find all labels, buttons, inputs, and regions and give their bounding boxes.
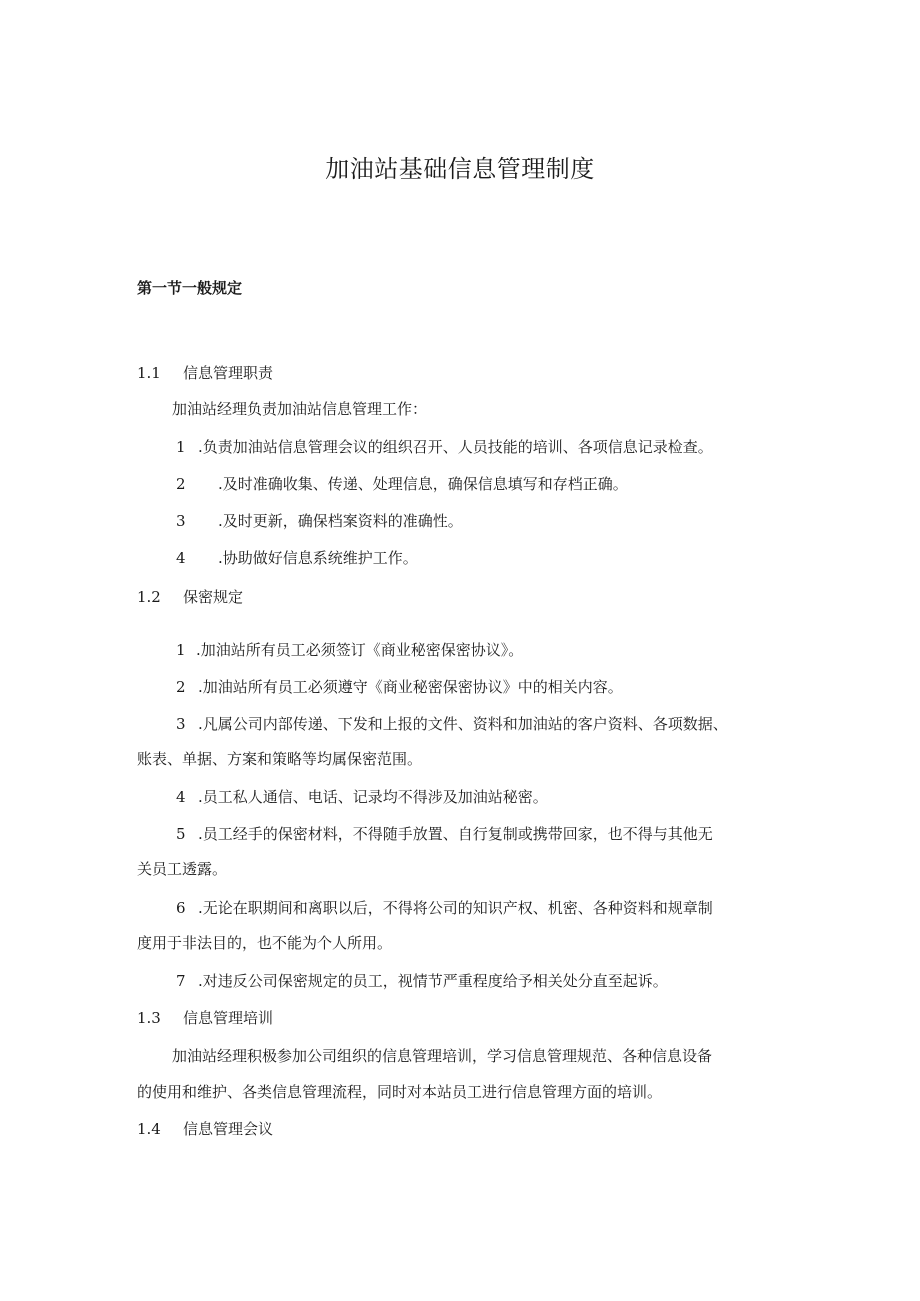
duty-item-number: 1	[176, 438, 186, 456]
subsection-title-1-4: 信息管理会议	[183, 1120, 274, 1138]
training-paragraph-line-1: 加油站经理积极参加公司组织的信息管理培训，学习信息管理规范、各种信息设备	[172, 1047, 713, 1065]
section-heading: 第一节一般规定	[137, 279, 243, 297]
confidential-item-text: .员工经手的保密材料，不得随手放置、自行复制或携带回家，也不得与其他无	[198, 825, 713, 843]
confidential-item-number: 7	[176, 972, 186, 990]
confidential-item-text: .加油站所有员工必须签订《商业秘密保密协议》。	[196, 641, 524, 659]
confidential-item-2	[176, 676, 623, 698]
subsection-number-1-1: 1.1	[137, 364, 161, 382]
training-paragraph-line-2: 的使用和维护、各类信息管理流程，同时对本站员工进行信息管理方面的培训。	[137, 1083, 663, 1101]
intro-paragraph: 加油站经理负责加油站信息管理工作：	[172, 400, 428, 418]
subsection-title-1-1: 信息管理职责	[183, 364, 274, 382]
confidential-item-5-continuation: 关员工透露。	[137, 860, 228, 878]
subsection-number-1-3: 1.3	[137, 1009, 161, 1027]
confidential-item-5	[176, 823, 713, 845]
duty-item-text: .及时准确收集、传递、处理信息，确保信息填写和存档正确。	[218, 475, 628, 493]
subsection-title-1-3: 信息管理培训	[183, 1009, 274, 1027]
duty-item-text: .负责加油站信息管理会议的组织召开、人员技能的培训、各项信息记录检查。	[198, 438, 713, 456]
confidential-item-4	[176, 786, 548, 808]
confidential-item-text: .对违反公司保密规定的员工，视情节严重程度给予相关处分直至起诉。	[198, 972, 668, 990]
document-title: 加油站基础信息管理制度	[325, 155, 595, 183]
confidential-item-text: .凡属公司内部传递、下发和上报的文件、资料和加油站的客户资料、各项数据、	[198, 715, 728, 733]
duty-item-3	[176, 510, 463, 532]
confidential-item-3-continuation: 账表、单据、方案和策略等均属保密范围。	[137, 750, 423, 768]
confidential-item-3	[176, 713, 728, 735]
confidential-item-6	[176, 897, 713, 919]
duty-item-2	[176, 473, 628, 495]
confidential-item-text: .加油站所有员工必须遵守《商业秘密保密协议》中的相关内容。	[198, 678, 623, 696]
duty-item-4	[176, 547, 418, 569]
confidential-item-text: .员工私人通信、电话、记录均不得涉及加油站秘密。	[198, 788, 548, 806]
duty-item-text: .协助做好信息系统维护工作。	[218, 549, 418, 567]
confidential-item-number: 4	[176, 788, 186, 806]
confidential-item-number: 1	[176, 641, 186, 659]
confidential-item-number: 5	[176, 825, 186, 843]
confidential-item-number: 6	[176, 899, 186, 917]
subsection-number-1-4: 1.4	[137, 1120, 161, 1138]
duty-item-text: .及时更新，确保档案资料的准确性。	[218, 512, 463, 530]
confidential-item-text: .无论在职期间和离职以后，不得将公司的知识产权、机密、各种资料和规章制	[198, 899, 713, 917]
duty-item-number: 4	[176, 549, 186, 567]
confidential-item-7	[176, 970, 668, 992]
confidential-item-number: 3	[176, 715, 186, 733]
duty-item-1	[176, 436, 713, 458]
confidential-item-6-continuation: 度用于非法目的，也不能为个人所用。	[137, 934, 393, 952]
duty-item-number: 2	[176, 475, 186, 493]
confidential-item-1	[176, 639, 523, 661]
subsection-number-1-2: 1.2	[137, 588, 161, 606]
subsection-title-1-2: 保密规定	[183, 588, 244, 606]
confidential-item-number: 2	[176, 678, 186, 696]
duty-item-number: 3	[176, 512, 186, 530]
